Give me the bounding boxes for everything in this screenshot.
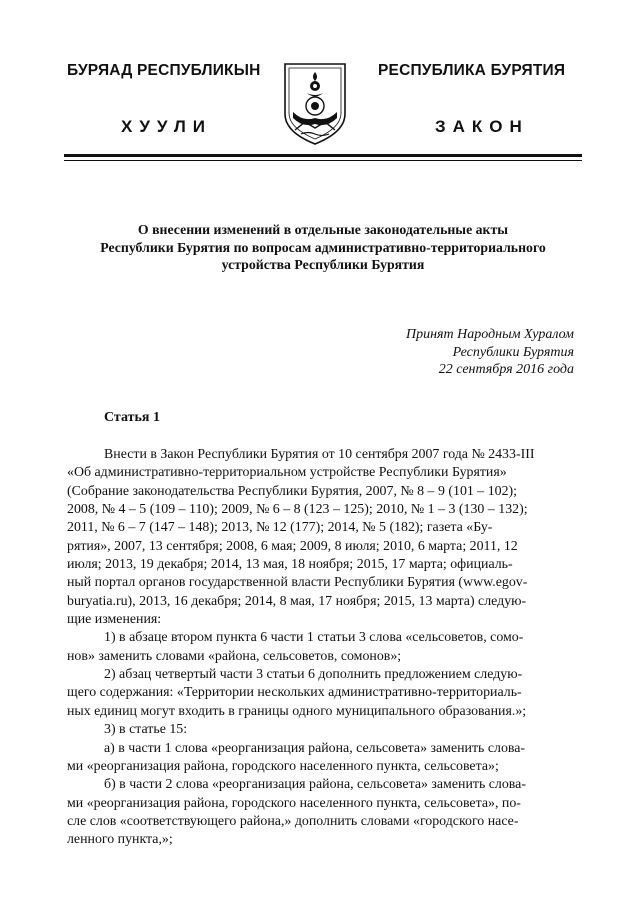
body-line: а) в части 1 слова «реорганизация района, сельсовета» заменить слова- [104, 740, 526, 756]
adoption-line: Республики Бурятия [452, 344, 574, 360]
body-line: 2008, № 4 – 5 (109 – 110); 2009, № 6 – 8 (123 – 125); 2010, № 1 – 3 (130 – 132); [67, 502, 528, 518]
body-line: ми «реорганизация района, городского населенного пункта, сельсовета», по- [67, 795, 521, 811]
body-line: buryatia.ru), 2013, 16 декабря; 2014, 8 мая, 17 ноября; 2015, 13 марта) следую- [67, 593, 527, 609]
body-line: щего содержания: «Территории нескольких административно-территориаль- [67, 685, 522, 701]
body-line: Внести в Закон Республики Бурятия от 10 сентября 2007 года № 2433-III [104, 447, 535, 462]
body-line: ных единиц могут входить в границы одного муниципального образования.»; [67, 703, 527, 719]
body-line: щие изменения: [67, 612, 162, 628]
law-label-buryat: ХУУЛИ [121, 117, 212, 136]
body-line: сле слов «соответствующего района,» дополнить словами «городского насе- [67, 813, 519, 829]
adoption-line: Принят Народным Хуралом [405, 327, 574, 342]
body-line: ный портал органов государственной власти Республики Бурятия (www.egov- [67, 575, 528, 591]
body-line: июля; 2013, 19 декабря; 2014, 13 мая, 18 ноября; 2015, 17 марта; официаль- [67, 557, 513, 573]
republic-name-buryat: БУРЯАД РЕСПУБЛИКЫН [67, 62, 261, 79]
header-divider-thin [64, 160, 582, 161]
body-line: б) в части 2 слова «реорганизация района, сельсовета» заменить слова- [104, 777, 526, 793]
body-line: 3) в статье 15: [104, 722, 188, 738]
body-line: нов» заменить словами «района, сельсоветов, сомонов»; [67, 648, 402, 664]
header-divider-thick [64, 154, 582, 157]
title-line: Республики Бурятия по вопросам административно-территориального [100, 239, 546, 255]
adoption-date: 22 сентября 2016 года [438, 362, 574, 377]
body-line: 1) в абзаце втором пункта 6 части 1 статьи 3 слова «сельсоветов, сомо- [104, 630, 524, 646]
article-heading: Статья 1 [104, 410, 160, 425]
law-label-russian: ЗАКОН [435, 117, 529, 136]
coat-of-arms-icon [283, 62, 347, 146]
body-line: ми «реорганизация района, городского населенного пункта, сельсовета»; [67, 758, 499, 774]
body-line: ленного пункта,»; [67, 832, 173, 848]
body-line: 2011, № 6 – 7 (147 – 148); 2013, № 12 (177); 2014, № 5 (182); газета «Бу- [67, 520, 493, 536]
body-line: «Об административно-территориальном устройстве Республики Бурятия» [67, 465, 507, 481]
title-line: О внесении изменений в отдельные законодательные акты [137, 222, 509, 237]
body-line: рятия», 2007, 13 сентября; 2008, 6 мая; 2009, 8 июля; 2010, 6 марта; 2011, 12 [67, 538, 518, 554]
republic-name-russian: РЕСПУБЛИКА БУРЯТИЯ [378, 62, 566, 79]
title-line: устройства Республики Бурятия [221, 257, 425, 272]
article-body [67, 446, 579, 850]
law-title [64, 221, 582, 274]
adoption-note [406, 326, 574, 379]
body-line: 2) абзац четвертый части 3 статьи 6 дополнить предложением следую- [104, 667, 523, 683]
body-line: (Собрание законодательства Республики Бурятия, 2007, № 8 – 9 (101 – 102); [67, 483, 518, 499]
